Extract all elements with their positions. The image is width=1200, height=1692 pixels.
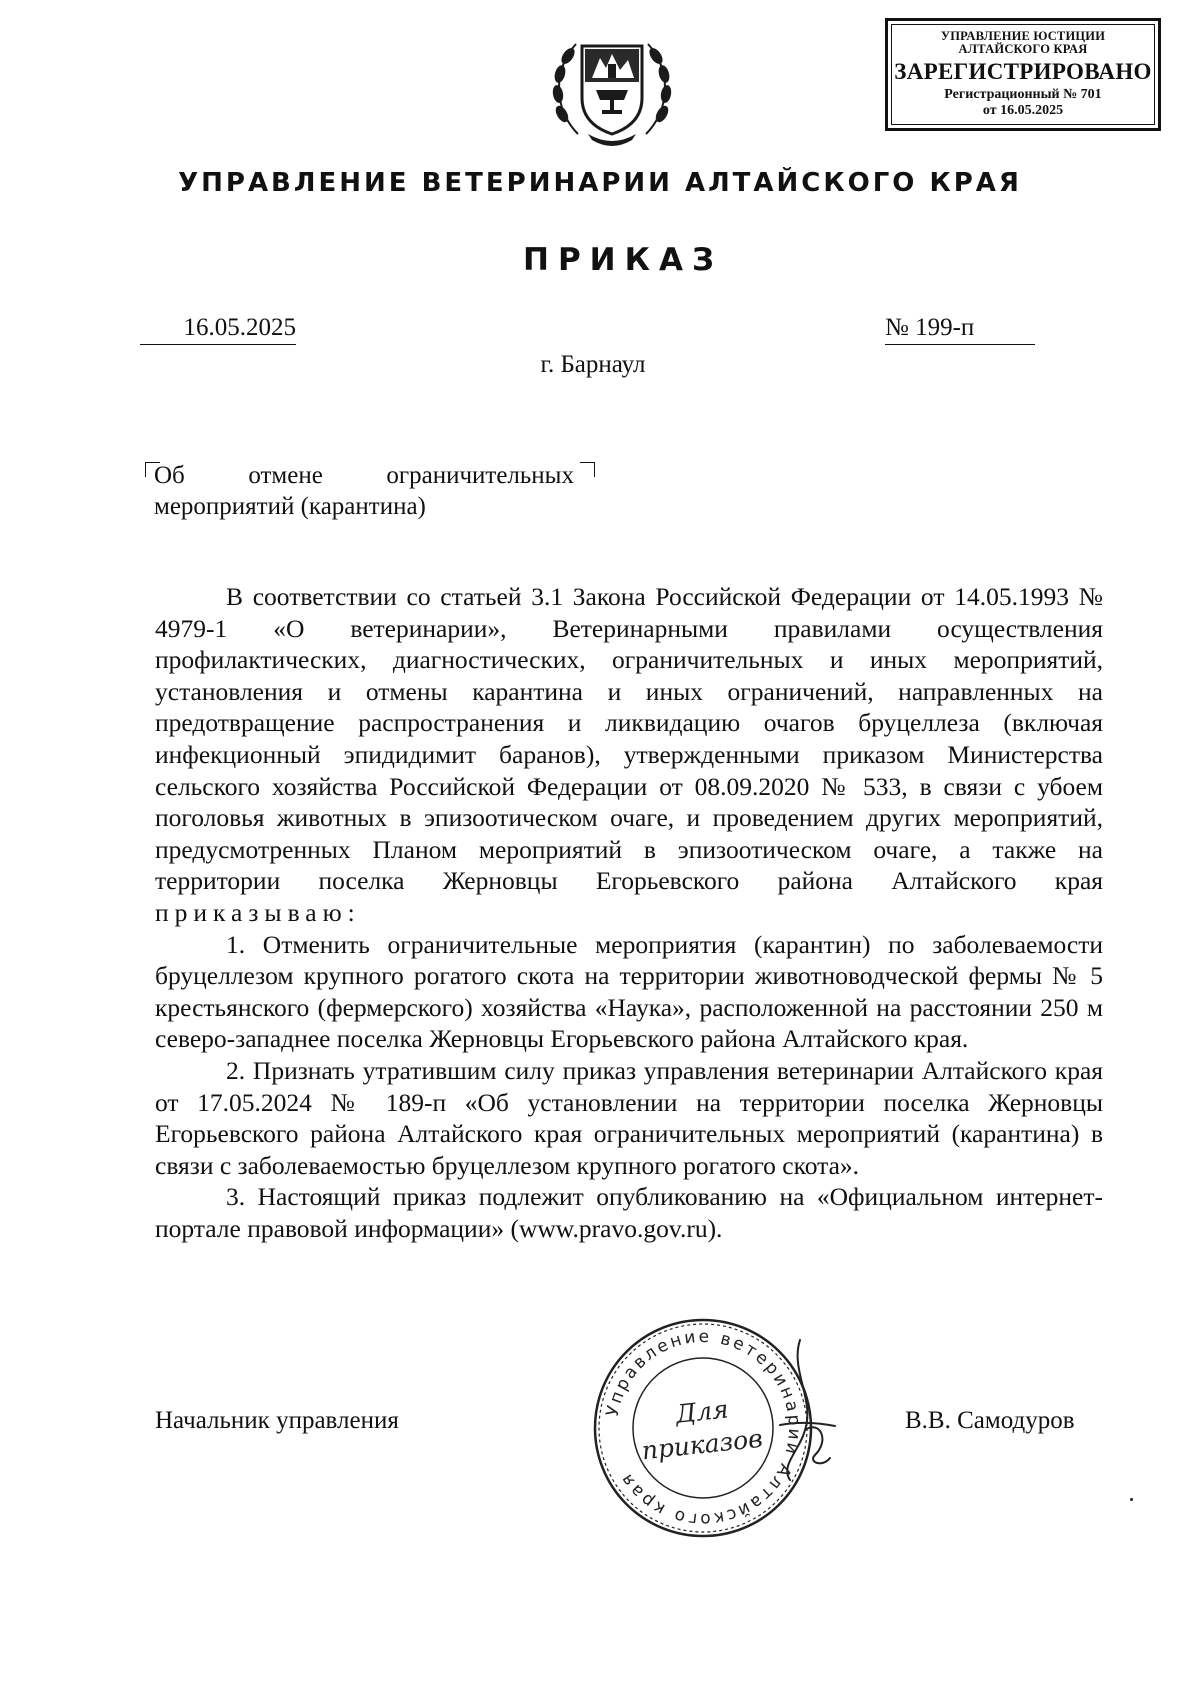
registration-stamp-frame	[891, 24, 1155, 125]
subject-line2: мероприятий (карантина)	[154, 493, 426, 520]
handwritten-signature	[760, 1330, 860, 1500]
document-date: 16.05.2025	[140, 312, 296, 345]
document-subject	[154, 460, 574, 522]
document-body	[155, 581, 1103, 1244]
coat-of-arms-emblem	[548, 24, 676, 152]
scan-speck	[1130, 1498, 1133, 1501]
seal-ring-textpath: Управление ветеринарии Алтайского края	[602, 1326, 805, 1530]
document-type: ПРИКАЗ	[523, 242, 723, 278]
subject-word: ограничительных	[386, 462, 574, 489]
registration-stamp-org-line2: АЛТАЙСКОГО КРАЯ	[958, 42, 1088, 56]
order-item: 2. Признать утратившим силу приказ управления ветеринарии Алтайского края от 17.05.2024 № 189-п «Об установлении на территории поселка Жерновцы Егорьевского района Алтайского края ограничительных мероприятий (карантина) в связи с заболеваемостью бруцеллезом крупного рогатого скота».	[155, 1055, 1103, 1180]
registration-stamp-date: от 16.05.2025	[982, 103, 1064, 118]
registration-stamp-number: Регистрационный № 701	[944, 87, 1102, 102]
seal-center-line1: Для	[674, 1394, 730, 1429]
registration-stamp	[885, 18, 1161, 131]
registration-stamp-status: ЗАРЕГИСТРИРОВАНО	[894, 59, 1152, 84]
registration-stamp-org-line1: УПРАВЛЕНИЕ ЮСТИЦИИ	[940, 29, 1106, 43]
signer-title: Начальник управления	[155, 1407, 399, 1434]
subject-bracket-right	[580, 462, 595, 477]
order-item: 1. Отменить ограничительные мероприятия (карантин) по заболеваемости бруцеллезом крупного рогатого скота на территории животноводческой фермы № 5 крестьянского (фермерского) хозяйства «Наука», расположенной на расстоянии 250 м северо-западнее поселка Жерновцы Егорьевского района Алтайского края.	[155, 929, 1103, 1054]
organization-title: УПРАВЛЕНИЕ ВЕТЕРИНАРИИ АЛТАЙСКОГО КРАЯ	[178, 168, 1022, 198]
preamble-text: В соответствии со статьей 3.1 Закона Российской Федерации от 14.05.1993 № 4979-1 «О ветеринарии», Ветеринарными правилами осуществления профилактических, диагностических, ограничительных и иных мероприятий, установления и отмены карантина и иных ограничений, направленных на предотвращение распространения и ликвидацию очагов бруцеллеза (включая инфекционный эпидидимит баранов), утвержденными приказом Министерства сельского хозяйства Российской Федерации от 08.09.2020 № 533, в связи с убоем поголовья животных в эпизоотическом очаге, и проведением других мероприятий, предусмотренных Планом мероприятий в эпизоотическом очаге, а также на территории поселка Жерновцы Егорьевского района Алтайского края	[155, 582, 1103, 896]
order-word: приказываю:	[155, 897, 361, 927]
seal-center-line2: приказов	[640, 1423, 764, 1466]
preamble-paragraph	[155, 581, 1103, 929]
document-number: № 199-п	[885, 312, 1035, 345]
registration-stamp-org	[892, 30, 1154, 56]
subject-word: Об	[154, 462, 185, 489]
document-city: г. Барнаул	[540, 351, 646, 378]
subject-word: отмене	[248, 462, 323, 489]
signer-name: В.В. Самодуров	[905, 1407, 1075, 1434]
order-item: 3. Настоящий приказ подлежит опубликованию на «Официальном интернет-портале правовой информации» (www.pravo.gov.ru).	[155, 1182, 1103, 1243]
subject-line1	[154, 460, 574, 491]
